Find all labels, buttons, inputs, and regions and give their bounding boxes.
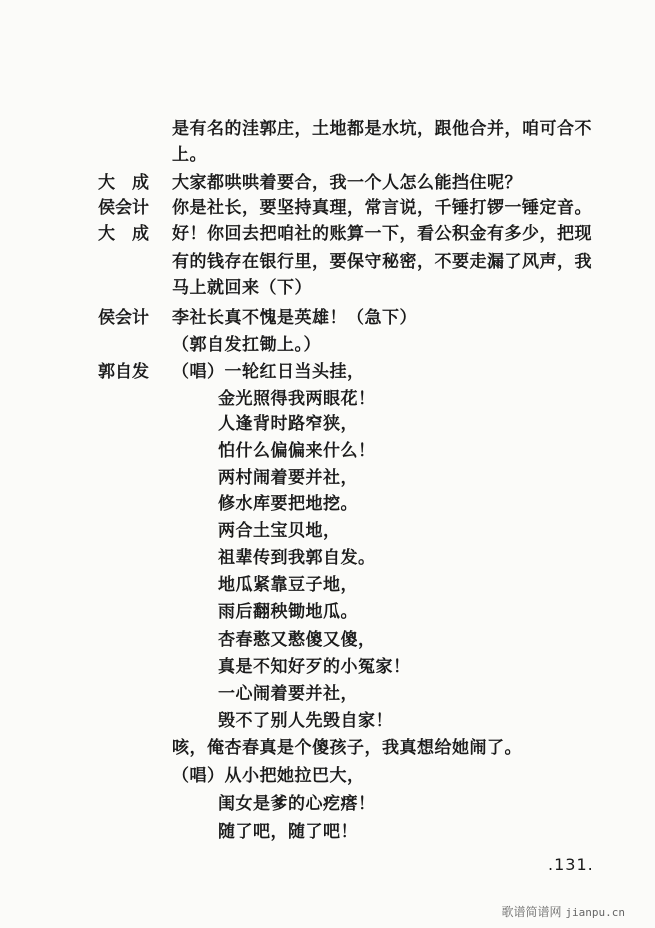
song-line: 杏春憨又憨傻又傻， [218,630,376,650]
song-line: 随了吧，随了吧！ [218,822,358,842]
song-line: 一心闹着要并社， [218,684,358,704]
song-line: 地瓜紧靠豆子地， [218,575,358,595]
dialogue-line: 李社长真不愧是英雄！（急下） [172,308,417,328]
dialogue-line: 马上就回来（下） [172,278,312,298]
song-line: （唱）从小把她拉巴大， [172,766,365,786]
speaker-label: 大 成 [98,173,149,193]
song-line: 毁不了别人先毁自家！ [218,711,393,731]
dialogue-line: 有的钱存在银行里，要保守秘密，不要走漏了风声，我 [172,252,592,272]
song-line: 祖辈传到我郭自发。 [218,548,376,568]
song-line: 修水库要把地挖。 [218,494,358,514]
song-line: 雨后翻秧锄地瓜。 [218,602,358,622]
song-line: 真是不知好歹的小冤家！ [218,657,411,677]
dialogue-line: 上。 [172,145,207,165]
watermark-site: 歌谱简谱网 [501,905,562,919]
speaker-label: 大 成 [98,224,149,244]
song-line: 两村闹着要并社， [218,468,358,488]
song-line: 两合土宝贝地， [218,521,341,541]
dialogue-line: 你是社长，要坚持真理，常言说，千锤打锣一锤定音。 [172,198,592,218]
dialogue-line: 是有名的洼郭庄，土地都是水坑，跟他合并，咱可合不 [172,119,592,139]
stage-direction: （郭自发扛锄上。） [172,335,321,355]
song-line: 人逢背时路窄狭， [218,414,358,434]
speaker-label: 侯会计 [98,308,149,328]
song-line: 闺女是爹的心疙瘩！ [218,794,376,814]
song-line: 金光照得我两眼花！ [218,389,376,409]
watermark-domain: jianpu.cn [565,906,625,919]
watermark [502,903,625,920]
song-line: （唱）一轮红日当头挂， [172,362,365,382]
speaker-label: 郭自发 [98,362,149,382]
song-line: 怕什么偏偏来什么！ [218,441,376,461]
dialogue-line: 大家都哄哄着要合，我一个人怎么能挡住呢？ [172,173,522,193]
page-number: .131. [548,855,594,874]
dialogue-line: 好！你回去把咱社的账算一下，看公积金有多少，把现 [172,224,592,244]
speaker-label: 侯会计 [98,198,149,218]
dialogue-line: 咳，俺杏春真是个傻孩子，我真想给她闹了。 [172,738,522,758]
